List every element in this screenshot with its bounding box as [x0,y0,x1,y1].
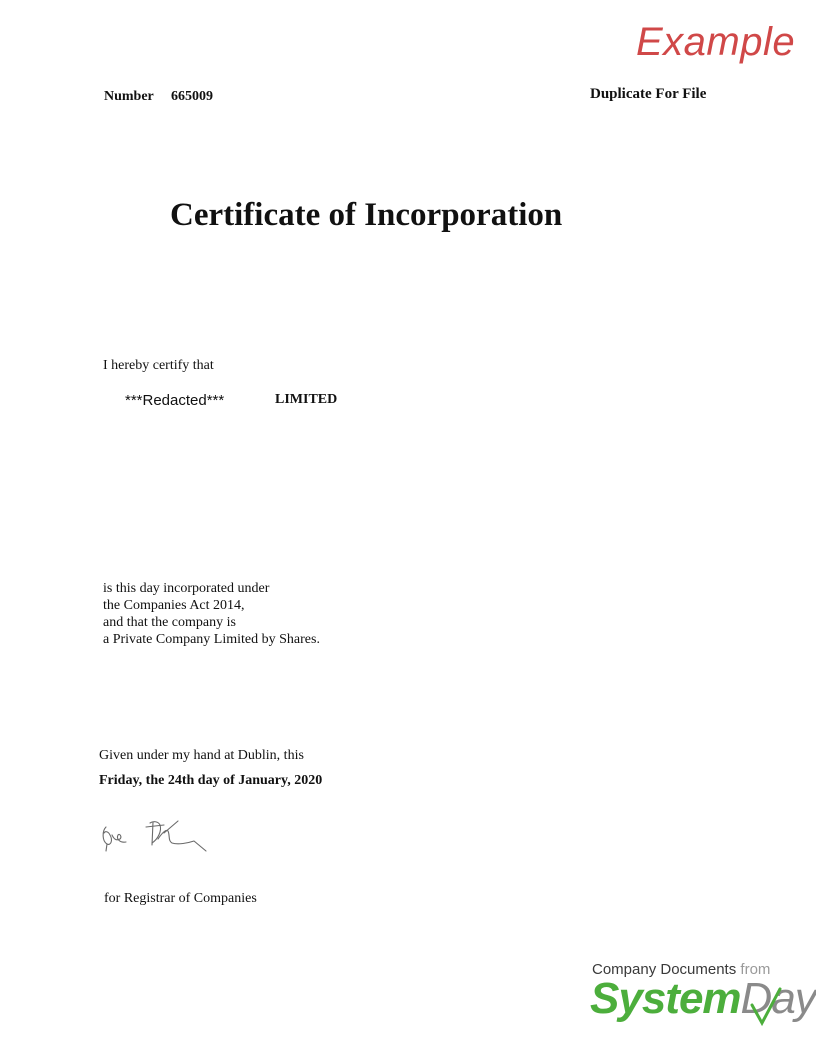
given-text: Given under my hand at Dublin, this [99,748,304,763]
company-suffix: LIMITED [275,392,338,407]
number-value: 665009 [171,89,214,104]
incorporation-line: is this day incorporated under [103,581,270,596]
company-name: ***Redacted*** [125,392,225,409]
logo-tagline-main: Company Documents [592,961,737,978]
incorporation-line: the Companies Act 2014, [103,598,245,613]
company-name-row [125,392,338,410]
logo-checkmark-icon [580,955,790,1035]
systemday-logo [580,955,816,1035]
document-title: Certificate of Incorporation [170,197,563,233]
incorporation-statement [103,580,320,648]
number-label: Number [104,89,154,104]
logo-tagline-from: from [740,961,771,978]
incorporation-date: Friday, the 24th day of January, 2020 [99,773,323,788]
registrar-text: for Registrar of Companies [104,891,257,906]
incorporation-line: and that the company is [103,615,236,630]
logo-brand-system: System [590,974,741,1023]
registrar-signature [98,813,213,858]
duplicate-label: Duplicate For File [590,86,707,102]
incorporation-line: a Private Company Limited by Shares. [103,632,320,647]
certify-text: I hereby certify that [103,358,214,373]
example-watermark: Example [636,20,796,64]
logo-brand-day: Day [740,974,816,1023]
certificate-number [104,89,213,105]
